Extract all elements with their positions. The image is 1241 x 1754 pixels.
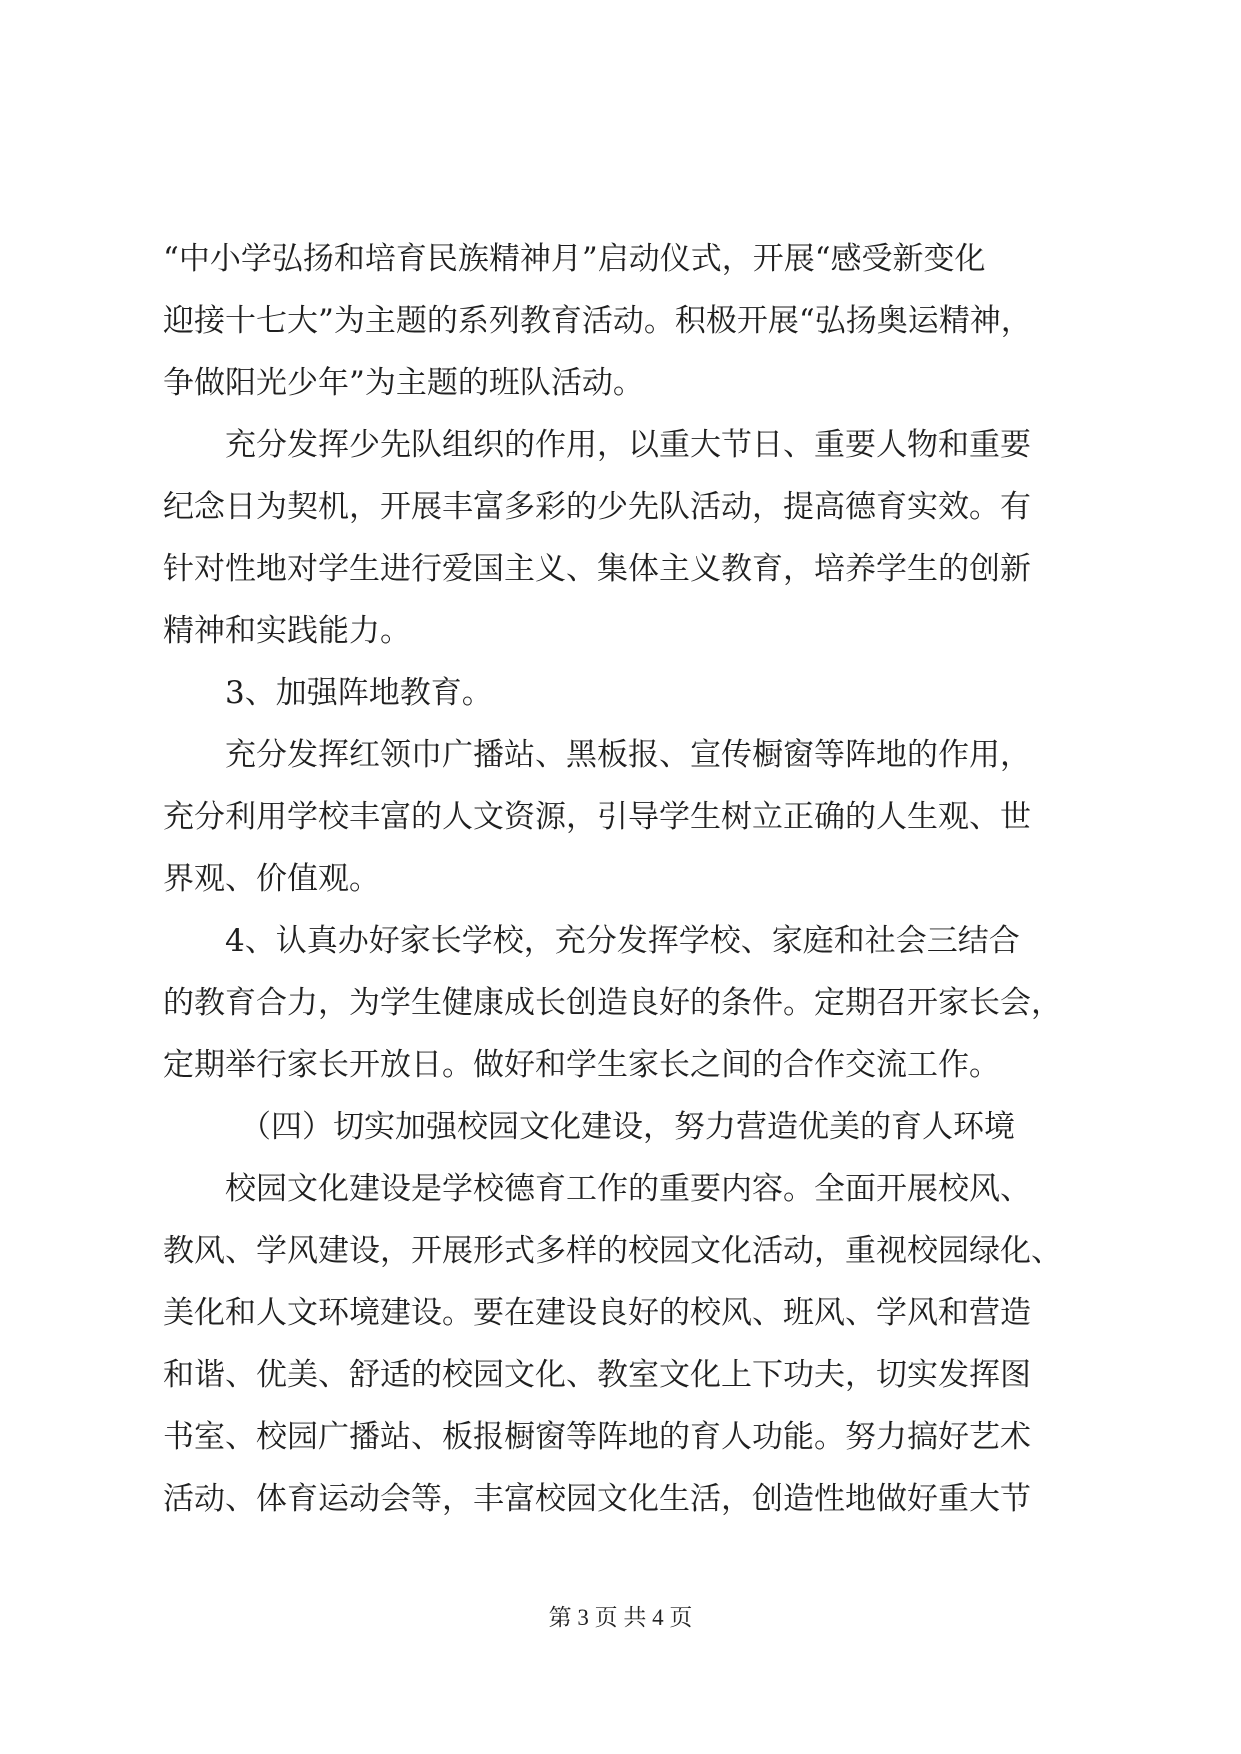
text-line: “中小学弘扬和培育民族精神月”启动仪式，开展“感受新变化 [163,241,986,277]
text-line: 充分利用学校丰富的人文资源，引导学生树立正确的人生观、世 [163,799,1031,835]
text-line: 精神和实践能力。 [163,613,411,649]
document-body [163,228,1083,1530]
page-number-footer: 第 3 页 共 4 页 [548,1605,693,1630]
text-line: 纪念日为契机，开展丰富多彩的少先队活动，提高德育实效。有 [163,489,1031,525]
text-line: 针对性地对学生进行爱国主义、集体主义教育，培养学生的创新 [163,551,1031,587]
text-line: 书室、校园广播站、板报橱窗等阵地的育人功能。努力搞好艺术 [163,1419,1031,1455]
text-line: 校园文化建设是学校德育工作的重要内容。全面开展校风、 [225,1171,1031,1207]
text-line: 迎接十七大”为主题的系列教育活动。积极开展“弘扬奥运精神， [163,303,1032,339]
section-heading: 3、加强阵地教育。 [225,675,493,711]
text-line: 界观、价值观。 [163,861,380,897]
text-line: 充分发挥红领巾广播站、黑板报、宣传橱窗等阵地的作用， [225,737,1031,773]
section-heading: （四）切实加强校园文化建设，努力营造优美的育人环境 [240,1109,1015,1145]
text-line: 教风、学风建设，开展形式多样的校园文化活动，重视校园绿化、 [163,1233,1062,1269]
text-line: 和谐、优美、舒适的校园文化、教室文化上下功夫，切实发挥图 [163,1357,1031,1393]
text-line: 充分发挥少先队组织的作用，以重大节日、重要人物和重要 [225,427,1031,463]
text-line: 定期举行家长开放日。做好和学生家长之间的合作交流工作。 [163,1047,1000,1083]
section-heading: 4、认真办好家长学校，充分发挥学校、家庭和社会三结合 [225,923,1020,959]
text-line: 美化和人文环境建设。要在建设良好的校风、班风、学风和营造 [163,1295,1031,1331]
text-line: 活动、体育运动会等，丰富校园文化生活，创造性地做好重大节 [163,1481,1031,1517]
text-line: 争做阳光少年”为主题的班队活动。 [163,365,644,401]
text-line: 的教育合力，为学生健康成长创造良好的条件。定期召开家长会， [163,985,1062,1021]
